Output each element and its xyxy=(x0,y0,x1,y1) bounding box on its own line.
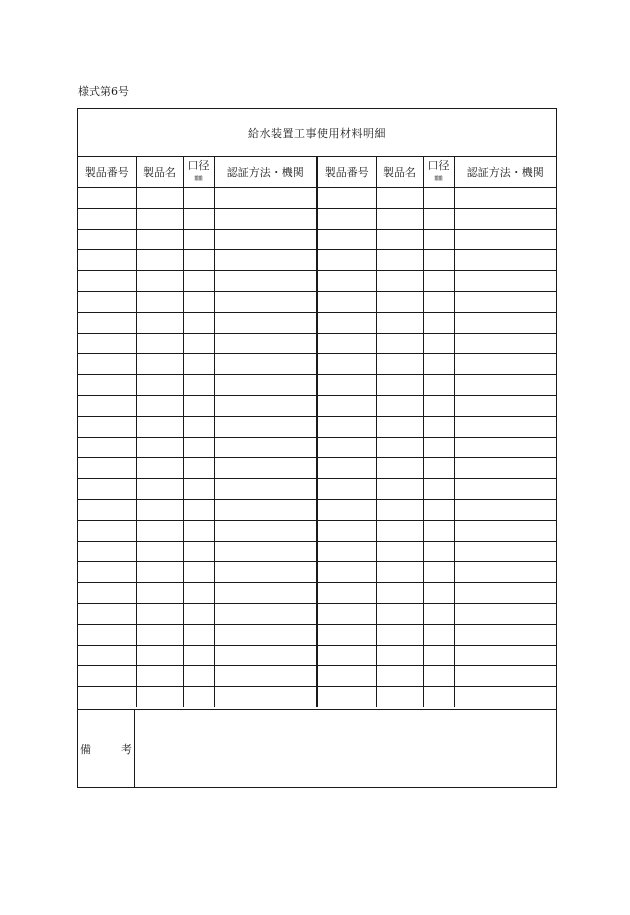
table-row xyxy=(78,395,556,416)
cell-diameter-2[interactable] xyxy=(423,208,454,229)
cell-product-name[interactable] xyxy=(136,583,183,604)
cell-certification-2[interactable] xyxy=(454,499,556,520)
cell-product-name[interactable] xyxy=(136,208,183,229)
cell-certification-2[interactable] xyxy=(454,416,556,437)
materials-table xyxy=(78,157,556,707)
cell-certification-2[interactable] xyxy=(454,354,556,375)
table-row xyxy=(78,271,556,292)
cell-product-number[interactable] xyxy=(78,562,136,583)
header-diameter-unit-2: ㎜ xyxy=(434,173,443,182)
cell-diameter-2[interactable] xyxy=(423,562,454,583)
cell-product-number-2[interactable] xyxy=(317,499,376,520)
cell-product-name[interactable] xyxy=(136,458,183,479)
table-row xyxy=(78,458,556,479)
cell-product-name-2[interactable] xyxy=(376,541,423,562)
cell-diameter-2[interactable] xyxy=(423,271,454,292)
cell-diameter-2[interactable] xyxy=(423,250,454,271)
cell-diameter[interactable] xyxy=(183,666,214,687)
header-product-name: 製品名 xyxy=(136,157,183,188)
cell-product-number[interactable] xyxy=(78,666,136,687)
cell-diameter[interactable] xyxy=(183,250,214,271)
header-diameter-unit: ㎜ xyxy=(194,173,203,182)
header-product-number-2: 製品番号 xyxy=(317,157,376,188)
cell-product-number-2[interactable] xyxy=(317,603,376,624)
cell-product-number-2[interactable] xyxy=(317,645,376,666)
cell-certification[interactable] xyxy=(214,291,317,312)
cell-diameter-2[interactable] xyxy=(423,229,454,250)
cell-certification-2[interactable] xyxy=(454,291,556,312)
cell-product-number-2[interactable] xyxy=(317,271,376,292)
table-row xyxy=(78,333,556,354)
cell-diameter[interactable] xyxy=(183,229,214,250)
table-row xyxy=(78,603,556,624)
table-row xyxy=(78,687,556,707)
cell-diameter[interactable] xyxy=(183,188,214,209)
form-title: 給水装置工事使用材料明細 xyxy=(78,109,556,157)
cell-certification[interactable] xyxy=(214,333,317,354)
cell-certification[interactable] xyxy=(214,188,317,209)
cell-diameter-2[interactable] xyxy=(423,437,454,458)
cell-diameter[interactable] xyxy=(183,312,214,333)
cell-product-number[interactable] xyxy=(78,333,136,354)
cell-certification-2[interactable] xyxy=(454,229,556,250)
cell-diameter[interactable] xyxy=(183,291,214,312)
cell-product-name[interactable] xyxy=(136,188,183,209)
cell-product-name[interactable] xyxy=(136,229,183,250)
cell-product-number[interactable] xyxy=(78,499,136,520)
cell-diameter[interactable] xyxy=(183,271,214,292)
cell-product-name[interactable] xyxy=(136,624,183,645)
cell-product-name-2[interactable] xyxy=(376,562,423,583)
cell-product-name-2[interactable] xyxy=(376,395,423,416)
cell-certification[interactable] xyxy=(214,666,317,687)
cell-diameter-2[interactable] xyxy=(423,479,454,500)
remarks-section xyxy=(78,709,556,788)
cell-product-number[interactable] xyxy=(78,395,136,416)
table-row xyxy=(78,229,556,250)
cell-diameter[interactable] xyxy=(183,520,214,541)
cell-product-number-2[interactable] xyxy=(317,687,376,707)
cell-certification-2[interactable] xyxy=(454,458,556,479)
cell-product-name-2[interactable] xyxy=(376,333,423,354)
table-row xyxy=(78,291,556,312)
cell-product-name[interactable] xyxy=(136,520,183,541)
cell-product-name-2[interactable] xyxy=(376,229,423,250)
cell-certification-2[interactable] xyxy=(454,520,556,541)
cell-diameter[interactable] xyxy=(183,687,214,707)
cell-diameter[interactable] xyxy=(183,395,214,416)
cell-diameter[interactable] xyxy=(183,479,214,500)
cell-certification[interactable] xyxy=(214,520,317,541)
cell-product-number-2[interactable] xyxy=(317,375,376,396)
header-product-number: 製品番号 xyxy=(78,157,136,188)
cell-product-number-2[interactable] xyxy=(317,291,376,312)
cell-certification-2[interactable] xyxy=(454,541,556,562)
cell-diameter-2[interactable] xyxy=(423,583,454,604)
cell-certification-2[interactable] xyxy=(454,437,556,458)
cell-certification-2[interactable] xyxy=(454,333,556,354)
cell-diameter[interactable] xyxy=(183,541,214,562)
cell-product-name[interactable] xyxy=(136,666,183,687)
cell-diameter[interactable] xyxy=(183,333,214,354)
cell-diameter-2[interactable] xyxy=(423,499,454,520)
cell-product-name[interactable] xyxy=(136,354,183,375)
cell-product-number[interactable] xyxy=(78,188,136,209)
cell-diameter[interactable] xyxy=(183,208,214,229)
cell-certification[interactable] xyxy=(214,375,317,396)
cell-product-number[interactable] xyxy=(78,687,136,707)
cell-certification[interactable] xyxy=(214,479,317,500)
cell-diameter-2[interactable] xyxy=(423,603,454,624)
cell-product-name-2[interactable] xyxy=(376,499,423,520)
cell-certification-2[interactable] xyxy=(454,479,556,500)
cell-product-number[interactable] xyxy=(78,229,136,250)
cell-product-number-2[interactable] xyxy=(317,520,376,541)
cell-product-number-2[interactable] xyxy=(317,354,376,375)
cell-product-name-2[interactable] xyxy=(376,208,423,229)
cell-certification[interactable] xyxy=(214,541,317,562)
cell-certification[interactable] xyxy=(214,354,317,375)
table-row xyxy=(78,583,556,604)
cell-diameter-2[interactable] xyxy=(423,624,454,645)
cell-product-name[interactable] xyxy=(136,271,183,292)
cell-product-name[interactable] xyxy=(136,603,183,624)
table-row xyxy=(78,437,556,458)
cell-product-name-2[interactable] xyxy=(376,583,423,604)
cell-certification-2[interactable] xyxy=(454,645,556,666)
header-diameter-label-2: 口径 xyxy=(427,159,450,172)
cell-certification[interactable] xyxy=(214,499,317,520)
cell-product-number[interactable] xyxy=(78,312,136,333)
cell-certification[interactable] xyxy=(214,687,317,707)
cell-diameter-2[interactable] xyxy=(423,687,454,707)
cell-certification-2[interactable] xyxy=(454,375,556,396)
cell-certification-2[interactable] xyxy=(454,208,556,229)
cell-diameter-2[interactable] xyxy=(423,188,454,209)
cell-certification[interactable] xyxy=(214,416,317,437)
table-row xyxy=(78,562,556,583)
table-row xyxy=(78,354,556,375)
cell-diameter[interactable] xyxy=(183,437,214,458)
cell-product-name[interactable] xyxy=(136,291,183,312)
cell-diameter-2[interactable] xyxy=(423,458,454,479)
cell-product-name-2[interactable] xyxy=(376,250,423,271)
header-diameter xyxy=(183,157,214,188)
cell-certification-2[interactable] xyxy=(454,250,556,271)
form-number: 様式第6号 xyxy=(78,85,129,98)
cell-diameter-2[interactable] xyxy=(423,520,454,541)
cell-certification[interactable] xyxy=(214,208,317,229)
cell-diameter[interactable] xyxy=(183,499,214,520)
cell-diameter-2[interactable] xyxy=(423,375,454,396)
cell-product-name-2[interactable] xyxy=(376,375,423,396)
cell-product-name-2[interactable] xyxy=(376,437,423,458)
cell-product-name[interactable] xyxy=(136,437,183,458)
cell-product-number[interactable] xyxy=(78,479,136,500)
header-certification-2: 認証方法・機関 xyxy=(454,157,556,188)
cell-diameter-2[interactable] xyxy=(423,312,454,333)
header-certification: 認証方法・機関 xyxy=(214,157,317,188)
cell-diameter[interactable] xyxy=(183,603,214,624)
cell-product-number-2[interactable] xyxy=(317,624,376,645)
cell-certification-2[interactable] xyxy=(454,271,556,292)
cell-certification[interactable] xyxy=(214,603,317,624)
cell-certification[interactable] xyxy=(214,437,317,458)
cell-product-number-2[interactable] xyxy=(317,458,376,479)
cell-product-name-2[interactable] xyxy=(376,624,423,645)
cell-certification[interactable] xyxy=(214,458,317,479)
cell-certification-2[interactable] xyxy=(454,603,556,624)
cell-diameter-2[interactable] xyxy=(423,354,454,375)
cell-product-number[interactable] xyxy=(78,271,136,292)
cell-diameter[interactable] xyxy=(183,458,214,479)
cell-diameter[interactable] xyxy=(183,583,214,604)
cell-product-number-2[interactable] xyxy=(317,562,376,583)
cell-product-number[interactable] xyxy=(78,645,136,666)
cell-product-number[interactable] xyxy=(78,208,136,229)
cell-diameter[interactable] xyxy=(183,354,214,375)
cell-product-name-2[interactable] xyxy=(376,458,423,479)
cell-product-name-2[interactable] xyxy=(376,416,423,437)
cell-product-name-2[interactable] xyxy=(376,666,423,687)
cell-diameter-2[interactable] xyxy=(423,333,454,354)
cell-product-name-2[interactable] xyxy=(376,603,423,624)
table-row xyxy=(78,375,556,396)
cell-certification-2[interactable] xyxy=(454,583,556,604)
cell-product-name[interactable] xyxy=(136,687,183,707)
cell-product-number-2[interactable] xyxy=(317,229,376,250)
cell-product-name-2[interactable] xyxy=(376,479,423,500)
cell-diameter-2[interactable] xyxy=(423,395,454,416)
cell-product-name[interactable] xyxy=(136,499,183,520)
cell-product-number[interactable] xyxy=(78,583,136,604)
cell-product-name[interactable] xyxy=(136,333,183,354)
table-row xyxy=(78,541,556,562)
cell-product-name[interactable] xyxy=(136,395,183,416)
cell-product-number-2[interactable] xyxy=(317,250,376,271)
cell-diameter[interactable] xyxy=(183,645,214,666)
table-row xyxy=(78,624,556,645)
cell-diameter-2[interactable] xyxy=(423,291,454,312)
table-row xyxy=(78,416,556,437)
cell-product-name[interactable] xyxy=(136,645,183,666)
cell-certification-2[interactable] xyxy=(454,666,556,687)
cell-product-name-2[interactable] xyxy=(376,645,423,666)
cell-certification[interactable] xyxy=(214,583,317,604)
header-diameter-label: 口径 xyxy=(187,159,210,172)
cell-product-name[interactable] xyxy=(136,479,183,500)
cell-certification-2[interactable] xyxy=(454,188,556,209)
cell-product-number-2[interactable] xyxy=(317,583,376,604)
table-row xyxy=(78,520,556,541)
cell-certification[interactable] xyxy=(214,395,317,416)
cell-product-number[interactable] xyxy=(78,354,136,375)
cell-diameter[interactable] xyxy=(183,624,214,645)
cell-product-name-2[interactable] xyxy=(376,188,423,209)
cell-product-number[interactable] xyxy=(78,458,136,479)
table-row xyxy=(78,645,556,666)
cell-product-name[interactable] xyxy=(136,375,183,396)
cell-product-number[interactable] xyxy=(78,291,136,312)
materials-rows xyxy=(78,188,556,707)
header-product-name-2: 製品名 xyxy=(376,157,423,188)
cell-product-name-2[interactable] xyxy=(376,520,423,541)
cell-certification-2[interactable] xyxy=(454,562,556,583)
cell-product-number[interactable] xyxy=(78,541,136,562)
cell-product-number-2[interactable] xyxy=(317,437,376,458)
cell-product-name-2[interactable] xyxy=(376,687,423,707)
table-row xyxy=(78,666,556,687)
cell-product-number[interactable] xyxy=(78,250,136,271)
cell-certification[interactable] xyxy=(214,271,317,292)
table-row xyxy=(78,208,556,229)
cell-certification[interactable] xyxy=(214,229,317,250)
cell-certification-2[interactable] xyxy=(454,624,556,645)
cell-certification[interactable] xyxy=(214,562,317,583)
cell-product-name[interactable] xyxy=(136,250,183,271)
cell-product-name[interactable] xyxy=(136,562,183,583)
cell-product-number-2[interactable] xyxy=(317,188,376,209)
cell-product-number[interactable] xyxy=(78,624,136,645)
cell-product-number-2[interactable] xyxy=(317,416,376,437)
cell-product-number-2[interactable] xyxy=(317,333,376,354)
cell-product-number[interactable] xyxy=(78,603,136,624)
table-row xyxy=(78,499,556,520)
cell-diameter-2[interactable] xyxy=(423,416,454,437)
cell-diameter-2[interactable] xyxy=(423,645,454,666)
table-row xyxy=(78,188,556,209)
cell-product-name-2[interactable] xyxy=(376,291,423,312)
cell-diameter-2[interactable] xyxy=(423,541,454,562)
cell-product-number[interactable] xyxy=(78,416,136,437)
cell-diameter[interactable] xyxy=(183,416,214,437)
cell-product-number-2[interactable] xyxy=(317,312,376,333)
table-header-row xyxy=(78,157,556,188)
cell-product-name-2[interactable] xyxy=(376,354,423,375)
materials-form xyxy=(77,108,557,788)
header-diameter-2 xyxy=(423,157,454,188)
cell-product-number-2[interactable] xyxy=(317,208,376,229)
remarks-field[interactable] xyxy=(137,710,556,788)
cell-product-number[interactable] xyxy=(78,375,136,396)
cell-diameter-2[interactable] xyxy=(423,666,454,687)
cell-product-name[interactable] xyxy=(136,541,183,562)
cell-product-number-2[interactable] xyxy=(317,479,376,500)
cell-certification[interactable] xyxy=(214,250,317,271)
cell-product-number-2[interactable] xyxy=(317,541,376,562)
remarks-label: 備考 xyxy=(78,710,135,788)
table-row xyxy=(78,479,556,500)
cell-product-number[interactable] xyxy=(78,520,136,541)
cell-product-name-2[interactable] xyxy=(376,271,423,292)
cell-certification[interactable] xyxy=(214,645,317,666)
cell-certification[interactable] xyxy=(214,624,317,645)
cell-product-number[interactable] xyxy=(78,437,136,458)
cell-product-number-2[interactable] xyxy=(317,395,376,416)
table-row xyxy=(78,312,556,333)
cell-product-number-2[interactable] xyxy=(317,666,376,687)
cell-product-name[interactable] xyxy=(136,312,183,333)
table-row xyxy=(78,250,556,271)
cell-certification-2[interactable] xyxy=(454,395,556,416)
cell-product-name-2[interactable] xyxy=(376,312,423,333)
cell-diameter[interactable] xyxy=(183,375,214,396)
cell-diameter[interactable] xyxy=(183,562,214,583)
cell-certification-2[interactable] xyxy=(454,687,556,707)
cell-certification[interactable] xyxy=(214,312,317,333)
cell-product-name[interactable] xyxy=(136,416,183,437)
cell-certification-2[interactable] xyxy=(454,312,556,333)
